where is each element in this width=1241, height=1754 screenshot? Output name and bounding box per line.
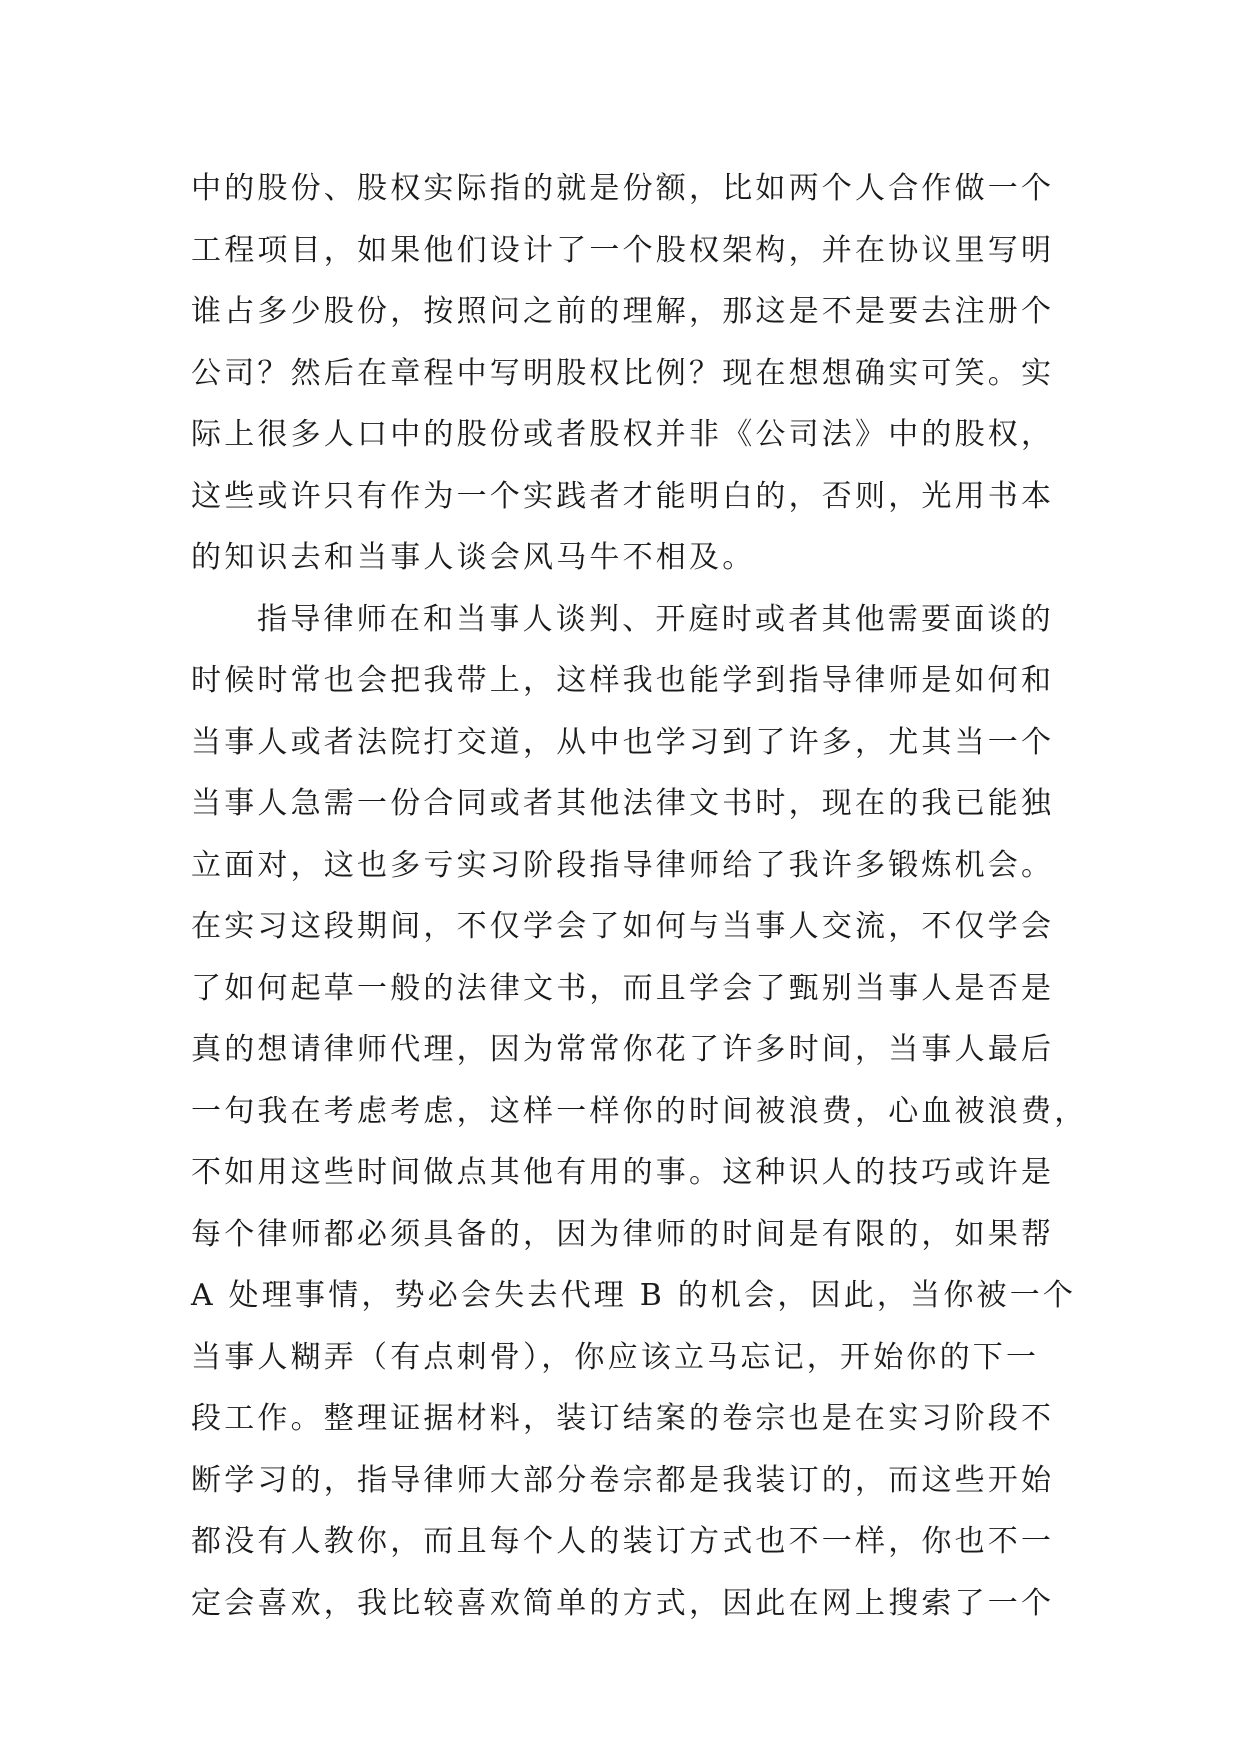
text-line-16: 一句我在考虑考虑，这样一样你的时间被浪费，心血被浪费， — [191, 1093, 1088, 1129]
text-line-20: 当事人糊弄（有点刺骨），你应该立马忘记，开始你的下一 — [191, 1339, 1040, 1375]
text-line-4: 公司？然后在章程中写明股权比例？现在想想确实可笑。实 — [191, 355, 1055, 391]
text-line-10: 当事人或者法院打交道，从中也学习到了许多，尤其当一个 — [191, 724, 1055, 760]
text-line-24: 定会喜欢，我比较喜欢简单的方式，因此在网上搜索了一个 — [191, 1585, 1055, 1621]
text-line-8: 指导律师在和当事人谈判、开庭时或者其他需要面谈的 — [257, 601, 1054, 637]
text-line-11: 当事人急需一份合同或者其他法律文书时，现在的我已能独 — [191, 786, 1055, 821]
text-line-18: 每个律师都必须具备的，因为律师的时间是有限的，如果帮 — [191, 1216, 1055, 1252]
text-line-22: 断学习的，指导律师大部分卷宗都是我装订的，而这些开始 — [191, 1462, 1055, 1498]
text-line-17: 不如用这些时间做点其他有用的事。这种识人的技巧或许是 — [191, 1155, 1055, 1190]
text-line-7: 的知识去和当事人谈会风马牛不相及。 — [191, 540, 756, 575]
text-line-12: 立面对，这也多亏实习阶段指导律师给了我许多锻炼机会。 — [191, 847, 1055, 883]
body-text — [191, 158, 1088, 1634]
text-line-14: 了如何起草一般的法律文书，而且学会了甄别当事人是否是 — [191, 970, 1055, 1006]
text-line-2: 工程项目，如果他们设计了一个股权架构，并在协议里写明 — [191, 232, 1055, 268]
text-line-23: 都没有人教你，而且每个人的装订方式也不一样，你也不一 — [191, 1524, 1055, 1559]
text-line-21: 段工作。整理证据材料，装订结案的卷宗也是在实习阶段不 — [191, 1401, 1055, 1436]
text-line-13: 在实习这段期间，不仅学会了如何与当事人交流，不仅学会 — [191, 909, 1055, 944]
text-line-6: 这些或许只有作为一个实践者才能明白的，否则，光用书本 — [191, 478, 1055, 514]
text-line-15: 真的想请律师代理，因为常常你花了许多时间，当事人最后 — [191, 1032, 1055, 1067]
text-line-19: A 处理事情，势必会失去代理 B 的机会，因此，当你被一个 — [191, 1278, 1077, 1313]
text-line-5: 际上很多人口中的股份或者股权并非《公司法》中的股权， — [191, 417, 1055, 452]
text-line-1: 中的股份、股权实际指的就是份额，比如两个人合作做一个 — [191, 171, 1055, 206]
text-line-9: 时候时常也会把我带上，这样我也能学到指导律师是如何和 — [191, 663, 1055, 698]
text-line-3: 谁占多少股份，按照问之前的理解，那这是不是要去注册个 — [191, 294, 1055, 329]
